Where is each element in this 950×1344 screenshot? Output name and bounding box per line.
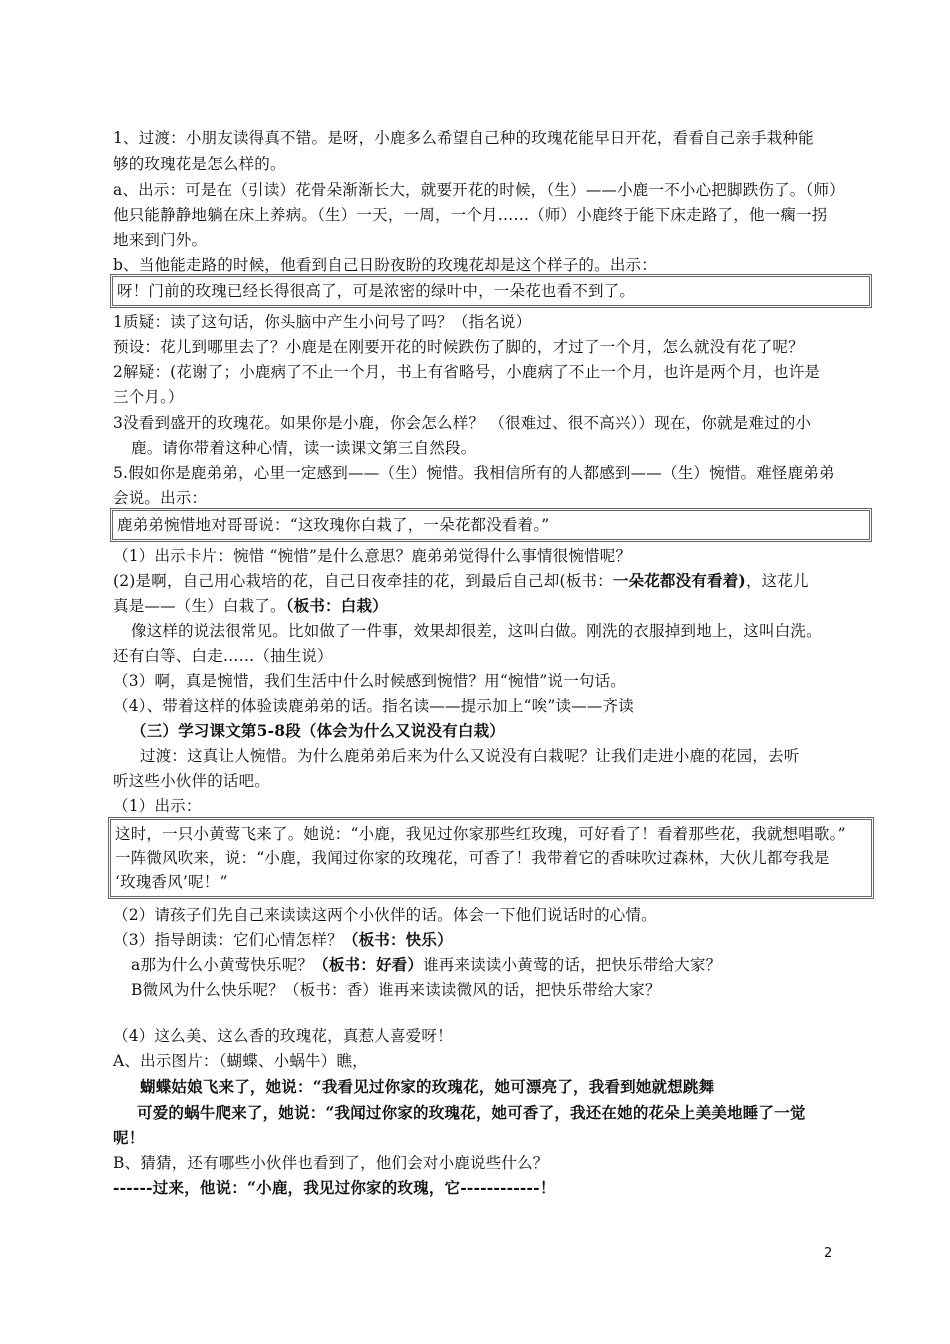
text-line: ------过来，他说：“小鹿，我见过你家的玫瑰，它------------！ [113,1178,556,1197]
text-line: 1质疑：读了这句话，你头脑中产生小问号了吗？（指名说） [113,313,532,331]
section-heading: （三）学习课文第5-8段（体会为什么又说没有白栽） [131,721,506,740]
text-line [113,594,878,618]
text-line: 5.假如你是鹿弟弟，心里一定感到——（生）惋惜。我相信所有的人都感到——（生）惋惜。难怪鹿弟弟 [113,464,835,482]
text-line: 听这些小伙伴的话吧。 [113,772,271,790]
text-line: 还有白等、白走……（抽生说） [113,647,333,665]
text-line: 1、过渡：小朋友读得真不错。是呀，小鹿多么希望自己种的玫瑰花能早日开花，看看自己亲手栽种能 [113,129,814,147]
text-line: B微风为什么快乐呢？（板书：香）谁再来读读微风的话，把快乐带给大家？ [131,981,661,999]
quote-text: 呀！门前的玫瑰已经长得很高了，可是浓密的绿叶中，一朵花也看不到了。 [117,282,636,300]
text-line [113,569,878,593]
text-line: 蝴蝶姑娘飞来了，她说：“我看见过你家的玫瑰花，她可漂亮了，我看到她就想跳舞 [140,1077,715,1096]
quote-box [110,274,872,308]
text-line: （2）请孩子们先自己来读读这两个小伙伴的话。体会一下他们说话时的心情。 [113,906,657,924]
text-line: B、猜猜，还有哪些小伙伴也看到了，他们会对小鹿说些什么？ [113,1154,549,1172]
text-line [113,928,878,952]
quote-text: 鹿弟弟惋惜地对哥哥说：“这玫瑰你白栽了，一朵花都没看着。” [117,516,550,534]
text-run: 真是——（生）白栽了。 [113,597,286,615]
quote-text: ‘玫瑰香风’呢！” [115,873,228,891]
page-number: 2 [824,1246,833,1261]
text-line: b、当他能走路的时候，他看到自己日盼夜盼的玫瑰花却是这个样子的。出示： [113,256,657,274]
text-line: a、出示：可是在（引读）花骨朵渐渐长大，就要开花的时候，（生）——小鹿一不小心把脚跌伤了。（师） [113,181,845,199]
text-line: 预设：花儿到哪里去了？小鹿是在刚要开花的时候跌伤了脚的，才过了一个月，怎么就没有花了呢？ [113,338,804,356]
text-run: a那为什么小黄莺快乐呢？ [131,956,314,974]
text-line: （1）出示卡片：惋惜 “惋惜”是什么意思？鹿弟弟觉得什么事情很惋惜呢？ [113,547,632,565]
board-note: （板书：快乐） [342,930,453,949]
text-line: 鹿。请你带着这种心情，读一读课文第三自然段。 [131,439,477,457]
quote-text: 一阵微风吹来，说：“小鹿，我闻过你家的玫瑰花，可香了！我带着它的香味吹过森林，大伙儿都夸我是 [115,849,830,867]
board-note: （板书：好看） [313,955,424,974]
text-line: 他只能静静地躺在床上养病。（生）一天，一周，一个月……（师）小鹿终于能下床走路了，他一瘸一拐 [113,206,828,224]
text-run: （3）指导朗读：它们心情怎样？ [113,931,343,949]
text-line: 地来到门外。 [113,231,208,249]
text-line: A、出示图片：（蝴蝶、小蜗牛）瞧， [113,1052,368,1070]
quote-text: 这时，一只小黄莺飞来了。她说：“小鹿，我见过你家那些红玫瑰，可好看了！看着那些花，我就想唱歌。” [115,825,846,843]
text-line [131,953,896,977]
text-line: 可爱的蜗牛爬来了，她说：“我闻过你家的玫瑰花，她可香了，我还在她的花朵上美美地睡了一觉 [137,1103,806,1122]
text-run: ，这花儿 [745,572,809,590]
text-line: 2解疑：(花谢了；小鹿病了不止一个月，书上有省略号，小鹿病了不止一个月，也许是两个月，也许是 [113,363,821,381]
text-run: (2)是啊，自己用心栽培的花，自己日夜牵挂的花，到最后自己却(板书： [113,572,613,590]
text-line: 会说。出示： [113,489,208,507]
board-note: 一朵花都没有看着) [612,571,746,590]
text-line: （4）这么美、这么香的玫瑰花，真惹人喜爱呀！ [113,1027,453,1045]
text-line: （3）啊，真是惋惜，我们生活中什么时候感到惋惜？用“惋惜”说一句话。 [113,672,627,690]
quote-box [110,508,872,542]
text-line: 三个月。） [113,388,184,406]
text-line: 过渡：这真让人惋惜。为什么鹿弟弟后来为什么又说没有白栽呢？让我们走进小鹿的花园，去听 [140,747,800,765]
board-note: （板书：白栽） [285,596,388,615]
text-run: 谁再来读读小黄莺的话，把快乐带给大家？ [423,956,722,974]
text-line: 呢！ [113,1128,145,1147]
text-line: （4）、带着这样的体验读鹿弟弟的话。指名读——提示加上“唉”读——齐读 [113,697,634,715]
text-line: 够的玫瑰花是怎么样的。 [113,155,286,173]
text-line: （1）出示： [113,797,202,815]
quote-box [108,817,874,899]
text-line: 3没看到盛开的玫瑰花。如果你是小鹿，你会怎么样？ （很难过、很不高兴））现在，你就是难过的小 [113,414,812,432]
text-line: 像这样的说法很常见。比如做了一件事，效果却很差，这叫白做。刚洗的衣服掉到地上，这叫白洗。 [131,622,822,640]
